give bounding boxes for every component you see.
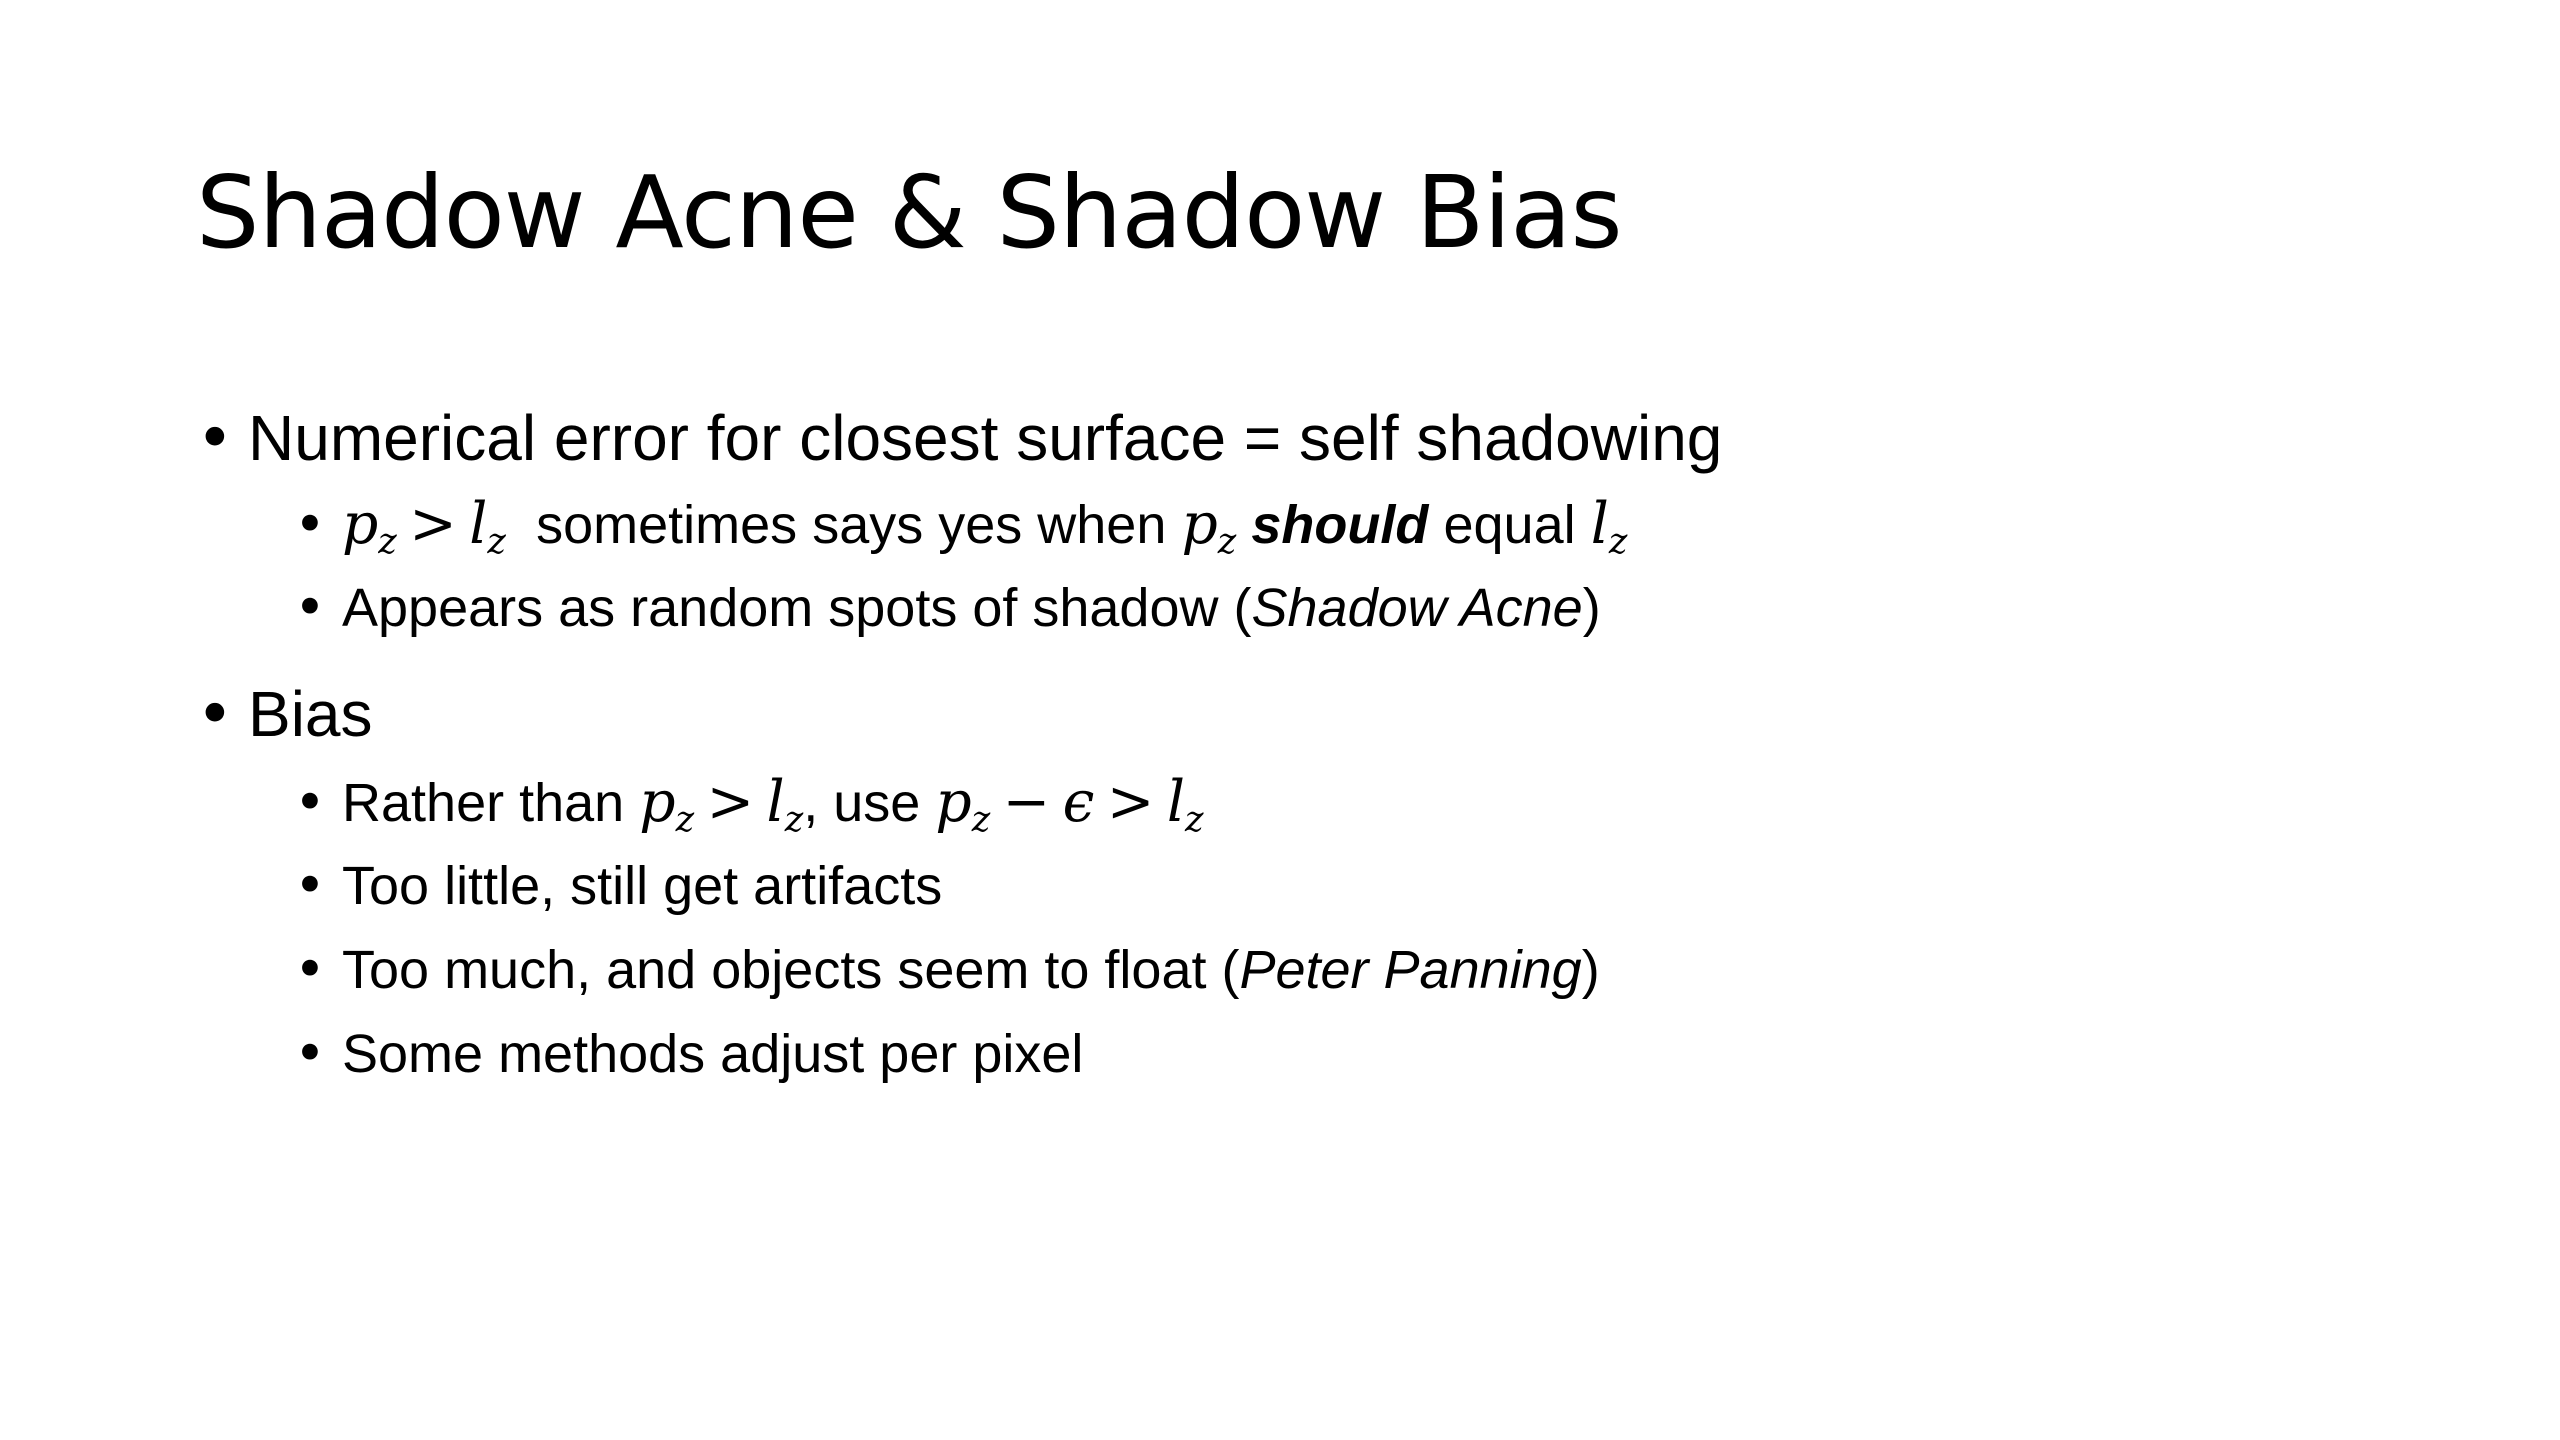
sub-bullet-too-little	[294, 852, 942, 920]
slide-title: Shadow Acne & Shadow Bias	[196, 154, 1622, 271]
bullet-numerical-error	[196, 398, 1722, 479]
emphasis-shadow-acne: Shadow Acne	[1251, 578, 1583, 638]
sub-bullet-text-use: , use	[803, 773, 921, 833]
sub-bullet-text: Appears as random spots of shadow (	[342, 578, 1252, 638]
sub-bullet-too-much: • Too much, and objects seem to float ( Peter Panning )	[294, 936, 1600, 1004]
math-pz-gt-lz: $p_z > l_z$	[639, 769, 804, 840]
sub-bullet-per-pixel	[294, 1020, 1083, 1088]
sub-bullet-text: sometimes says yes when	[536, 495, 1167, 555]
math-pz-minus-eps-gt-lz: $p_z - \epsilon > l_z$	[935, 769, 1204, 840]
bullet-text: Numerical error for closest surface = self shadowing	[248, 402, 1723, 474]
sub-bullet-comparison	[294, 490, 1628, 562]
bullet-dot: •	[294, 1022, 326, 1085]
bullet-dot: •	[294, 938, 326, 1001]
math-pz: $p_z$	[1181, 491, 1237, 562]
bullet-dot: •	[196, 402, 234, 476]
sub-bullet-rather-than	[294, 768, 1204, 840]
sub-bullet-text: Too little, still get artifacts	[342, 856, 943, 916]
sub-bullet-text: Some methods adjust per pixel	[342, 1024, 1084, 1084]
bullet-dot: •	[294, 493, 326, 556]
bullet-dot: •	[294, 576, 326, 639]
sub-bullet-text: Too much, and objects seem to float (	[342, 940, 1240, 1000]
bullet-bias	[196, 674, 373, 755]
emphasis-should: should	[1251, 495, 1429, 555]
bullet-dot: •	[294, 854, 326, 917]
sub-bullet-text-equal: equal	[1443, 495, 1576, 555]
math-pz-gt-lz: $p_z > l_z$	[342, 491, 506, 562]
bullet-dot: •	[294, 771, 326, 834]
sub-bullet-text: Rather than	[342, 773, 625, 833]
math-lz: $l_z$	[1590, 491, 1628, 562]
bullet-dot: •	[196, 678, 234, 752]
emphasis-peter-panning: Peter Panning	[1239, 940, 1582, 1000]
sub-bullet-shadow-acne: • Appears as random spots of shadow ( Shadow Acne )	[294, 574, 1601, 642]
bullet-text: Bias	[248, 678, 373, 750]
